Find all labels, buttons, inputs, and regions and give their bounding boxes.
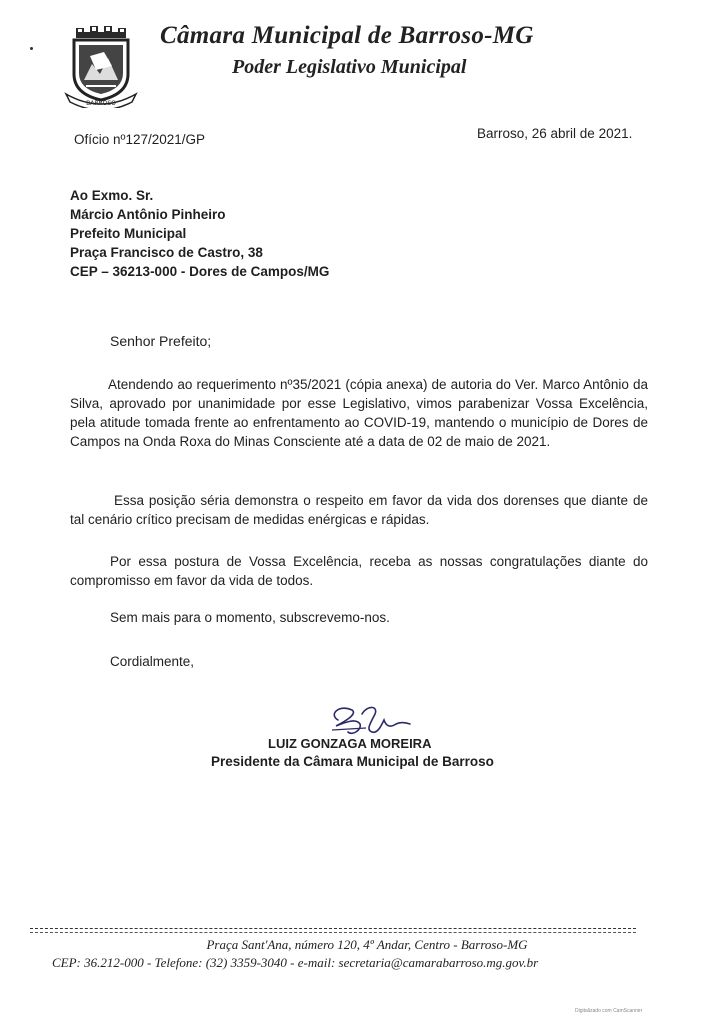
recipient-block (70, 186, 329, 281)
closing-salutation: Cordialmente, (110, 654, 195, 669)
recipient-title: Prefeito Municipal (70, 226, 187, 241)
chamber-name-heading: Câmara Municipal de Barroso-MG (160, 22, 534, 49)
footer-contact: CEP: 36.212-000 - Telefone: (32) 3359-3040 - e-mail: secretaria@camarabarroso.mg.gov.br (52, 955, 539, 970)
chamber-subheading: Poder Legislativo Municipal (232, 56, 467, 78)
body-paragraph-2: Essa posição séria demonstra o respeito em favor da vida dos dorenses que diante de tal cenário crítico precisam de medidas enérgicas e rápidas. (70, 493, 648, 527)
body-paragraph-3: Por essa postura de Vossa Excelência, receba as nossas congratulações diante do compromisso em favor da vida de todos. (70, 554, 648, 588)
scanner-watermark: Digitalizado com CamScanner (575, 1008, 643, 1014)
footer-divider (30, 928, 636, 929)
letter-date: Barroso, 26 abril de 2021. (477, 126, 633, 141)
scan-speck (30, 47, 33, 50)
salutation: Senhor Prefeito; (110, 333, 212, 349)
svg-text:BARROSO: BARROSO (86, 100, 116, 107)
recipient-greeting: Ao Exmo. Sr. (70, 188, 154, 203)
signer-name: LUIZ GONZAGA MOREIRA (268, 736, 432, 751)
municipal-seal-logo (60, 22, 142, 108)
closing-sentence: Sem mais para o momento, subscrevemo-nos. (110, 610, 390, 625)
body-paragraph-1: Atendendo ao requerimento nº35/2021 (cópia anexa) de autoria do Ver. Marco Antônio da Silva, aprovado por unanimidade por esse Legislativo, vimos parabenizar Vossa Excelência, pela atitude tomada frente ao enfrentamento ao COVID-19, mantendo o município de Dores de Campos na Onda Roxa do Minas Consciente até a data de 02 de maio de 2021. (70, 377, 648, 449)
recipient-address: Praça Francisco de Castro, 38 (70, 245, 263, 260)
footer-address: Praça Sant'Ana, número 120, 4º Andar, Centro - Barroso-MG (206, 937, 528, 952)
letter-reference: Ofício nº127/2021/GP (74, 132, 206, 147)
signer-role: Presidente da Câmara Municipal de Barroso (211, 754, 494, 769)
footer-divider-secondary (30, 932, 636, 933)
recipient-name: Márcio Antônio Pinheiro (70, 207, 226, 222)
recipient-postal: CEP – 36213-000 - Dores de Campos/MG (70, 264, 330, 279)
